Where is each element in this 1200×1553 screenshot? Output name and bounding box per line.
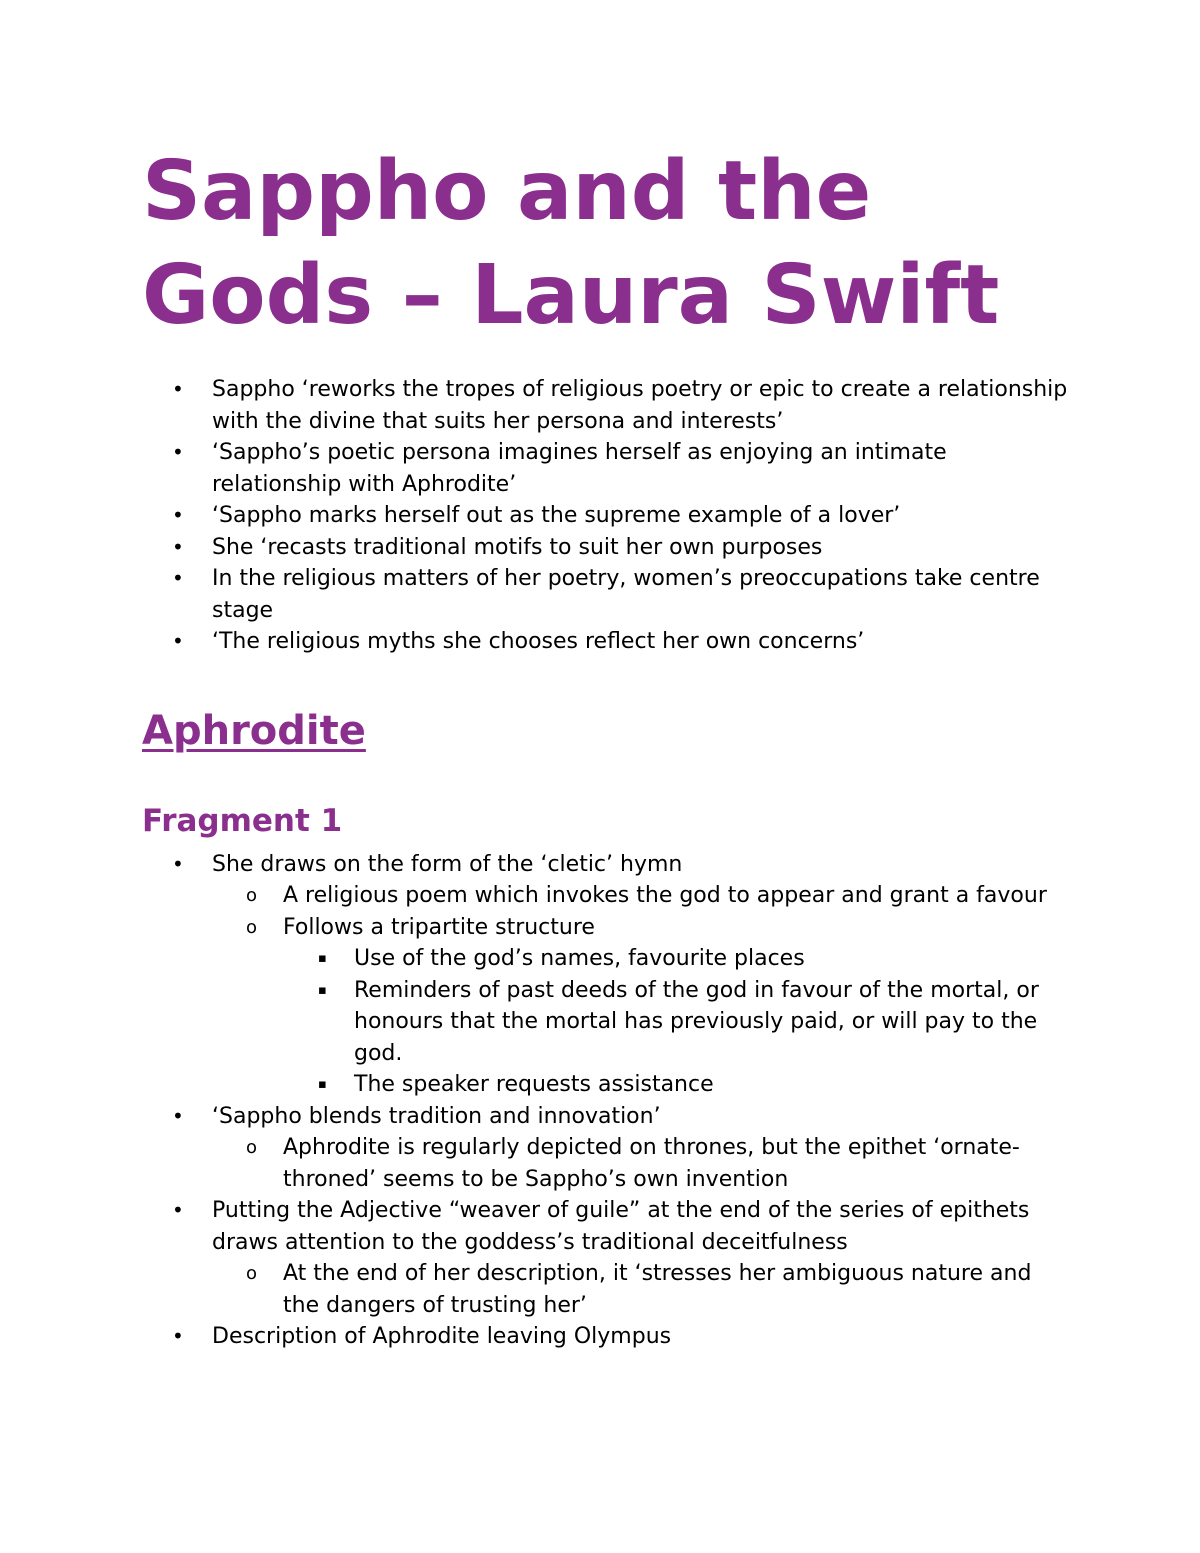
bullet-icon: • bbox=[172, 1103, 184, 1128]
list-item bbox=[212, 912, 1072, 1101]
square-bullet-icon: ▪ bbox=[318, 951, 327, 966]
list-item-text: Sappho ‘reworks the tropes of religious poetry or epic to create a relationship with the divine that suits her persona and interests’ bbox=[212, 377, 1068, 434]
list-item-text: She draws on the form of the ‘cletic’ hymn bbox=[212, 851, 683, 877]
bullet-icon: • bbox=[172, 377, 184, 401]
list-item bbox=[142, 563, 1072, 626]
title-line-1: Sappho and the bbox=[142, 144, 872, 239]
fragment-bullet-list bbox=[142, 849, 1072, 1353]
list-item bbox=[212, 880, 1072, 912]
sub-list bbox=[212, 880, 1072, 1101]
sub-list bbox=[212, 1132, 1072, 1195]
list-item-text: Follows a tripartite structure bbox=[283, 914, 595, 940]
bullet-icon: • bbox=[172, 534, 184, 559]
list-item bbox=[142, 500, 1072, 532]
list-item-text: She ‘recasts traditional motifs to suit her own purposes bbox=[212, 534, 823, 560]
bullet-icon: • bbox=[172, 1324, 184, 1348]
sub-sub-list bbox=[283, 943, 1072, 1101]
list-item-text: In the religious matters of her poetry, women’s preoccupations take centre stage bbox=[212, 566, 1040, 623]
circle-bullet-icon: o bbox=[246, 916, 258, 938]
list-item-text: ‘The religious myths she chooses reflect her own concerns’ bbox=[212, 629, 865, 654]
bullet-icon: • bbox=[172, 566, 184, 590]
circle-bullet-icon: o bbox=[246, 885, 258, 906]
list-item bbox=[142, 532, 1072, 564]
bullet-icon: • bbox=[172, 851, 184, 876]
square-bullet-icon: ▪ bbox=[318, 1077, 327, 1092]
list-item bbox=[142, 437, 1072, 500]
sub-list bbox=[212, 1258, 1072, 1321]
list-item bbox=[212, 1132, 1072, 1195]
list-item bbox=[142, 1101, 1072, 1196]
subheading-fragment-1: Fragment 1 bbox=[142, 802, 343, 839]
circle-bullet-icon: o bbox=[246, 1137, 258, 1158]
list-item bbox=[142, 849, 1072, 1101]
list-item bbox=[283, 943, 1072, 975]
list-item bbox=[283, 975, 1072, 1070]
list-item bbox=[142, 374, 1072, 437]
list-item-text: ‘Sappho blends tradition and innovation’ bbox=[212, 1103, 661, 1129]
page-title bbox=[142, 140, 1072, 348]
document-page bbox=[142, 140, 1072, 1353]
list-item-text: Use of the god’s names, favourite places bbox=[354, 946, 805, 971]
list-item bbox=[142, 1195, 1072, 1321]
list-item-text: Reminders of past deeds of the god in favour of the mortal, or honours that the mortal has previously paid, or will pay to the god. bbox=[354, 977, 1039, 1066]
list-item-text: At the end of her description, it ‘stresses her ambiguous nature and the dangers of trusting her’ bbox=[283, 1261, 1032, 1318]
list-item-text: Description of Aphrodite leaving Olympus bbox=[212, 1324, 672, 1349]
bullet-icon: • bbox=[172, 503, 184, 527]
list-item-text: Putting the Adjective “weaver of guile” at the end of the series of epithets draws attention to the goddess’s traditional deceitfulness bbox=[212, 1198, 1030, 1255]
bullet-icon: • bbox=[172, 1198, 184, 1222]
square-bullet-icon: ▪ bbox=[318, 982, 327, 998]
list-item-text: ‘Sappho marks herself out as the supreme example of a lover’ bbox=[212, 503, 901, 528]
list-item-text: The speaker requests assistance bbox=[354, 1072, 714, 1097]
list-item-text: Aphrodite is regularly depicted on thrones, but the epithet ‘ornate-throned’ seems to be Sappho’s own invention bbox=[283, 1135, 1020, 1192]
list-item-text: ‘Sappho’s poetic persona imagines herself as enjoying an intimate relationship with Aphrodite’ bbox=[212, 440, 947, 497]
circle-bullet-icon: o bbox=[246, 1263, 258, 1284]
title-line-2: Gods – Laura Swift bbox=[142, 248, 1000, 343]
list-item-text: A religious poem which invokes the god to appear and grant a favour bbox=[283, 883, 1047, 908]
section-heading-aphrodite: Aphrodite bbox=[142, 707, 366, 754]
intro-bullet-list bbox=[142, 374, 1072, 658]
list-item bbox=[212, 1258, 1072, 1321]
list-item bbox=[142, 626, 1072, 658]
bullet-icon: • bbox=[172, 440, 184, 464]
list-item bbox=[283, 1069, 1072, 1101]
list-item bbox=[142, 1321, 1072, 1353]
bullet-icon: • bbox=[172, 629, 184, 653]
